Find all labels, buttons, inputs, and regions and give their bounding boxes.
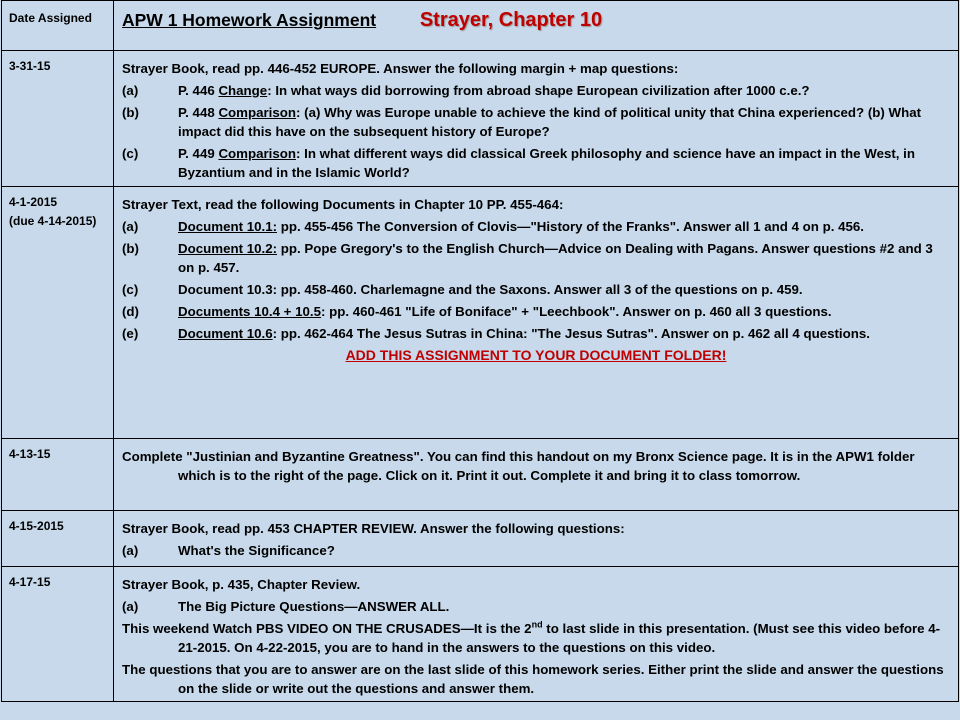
document-link[interactable]: Documents 10.4 + 10.5 bbox=[178, 304, 322, 319]
date-header-label: Date Assigned bbox=[9, 11, 92, 25]
row-content bbox=[114, 187, 959, 439]
item-text: : In what different ways did classical Greek philosophy and science have an impact in the West, in Byzantium and in the Islamic World? bbox=[178, 146, 915, 180]
list-item bbox=[122, 103, 950, 141]
item-label: (a) bbox=[122, 83, 139, 98]
item-keyword: Comparison bbox=[218, 105, 297, 120]
date-value: 3-31-15 bbox=[9, 59, 51, 73]
header-row bbox=[2, 1, 959, 51]
item-text: : pp. 460-461 "Life of Boniface" + "Leechbook". Answer on p. 460 all 3 questions. bbox=[321, 304, 832, 319]
item-prefix: P. 449 bbox=[178, 146, 219, 161]
table-row bbox=[2, 187, 959, 439]
list-item bbox=[122, 81, 950, 100]
date-value: 4-1-2015 bbox=[9, 195, 58, 209]
document-link[interactable]: Document 10.2: bbox=[178, 241, 278, 256]
document-link[interactable]: Document 10.6 bbox=[178, 326, 273, 341]
row-content bbox=[114, 439, 959, 511]
item-text: The Big Picture Questions—ANSWER ALL. bbox=[178, 599, 450, 614]
table-row bbox=[2, 439, 959, 511]
ordinal-suffix: nd bbox=[531, 619, 543, 630]
item-label: (b) bbox=[122, 105, 139, 120]
table-row bbox=[2, 51, 959, 187]
questions-instructions: The questions that you are to answer are on the last slide of this homework series. Either print the slide and answer the questions on the slide or write out the questions and answer them. bbox=[122, 662, 944, 696]
homework-table bbox=[1, 0, 959, 702]
item-label: (c) bbox=[122, 146, 139, 161]
item-label: (c) bbox=[122, 282, 139, 297]
item-text: pp. Pope Gregory's to the English Church—Advice on Dealing with Pagans. Answer questions #2 and 3 on p. 457. bbox=[178, 241, 933, 275]
video-instructions bbox=[122, 619, 950, 657]
table-row bbox=[2, 511, 959, 567]
row-intro: Strayer Text, read the following Documents in Chapter 10 PP. 455-464: bbox=[122, 197, 564, 212]
item-label: (a) bbox=[122, 599, 139, 614]
item-label: (a) bbox=[122, 543, 139, 558]
list-item bbox=[122, 324, 950, 343]
list-item bbox=[122, 280, 950, 299]
document-link[interactable]: Document 10.1: bbox=[178, 219, 278, 234]
list-item bbox=[122, 541, 950, 560]
row-date bbox=[2, 511, 114, 567]
item-text: : pp. 462-464 The Jesus Sutras in China: "The Jesus Sutras". Answer on p. 462 all 4 questions. bbox=[272, 326, 870, 341]
video-text-cont: to last slide in this presentation. (Must see this video before 4-21-2015. On 4-22-2015, you are to hand in the answers to the questions on this video. bbox=[178, 621, 941, 655]
list-item bbox=[122, 144, 950, 182]
title-cell bbox=[114, 1, 959, 51]
row-content bbox=[114, 51, 959, 187]
list-item bbox=[122, 239, 950, 277]
item-prefix: P. 448 bbox=[178, 105, 219, 120]
item-prefix: P. 446 bbox=[178, 83, 219, 98]
callout-text: ADD THIS ASSIGNMENT TO YOUR DOCUMENT FOLDER! bbox=[345, 347, 727, 363]
item-keyword: Change bbox=[218, 83, 268, 98]
list-item bbox=[122, 217, 950, 236]
chapter-title: Strayer, Chapter 10 bbox=[419, 9, 603, 31]
row-intro: Strayer Book, p. 435, Chapter Review. bbox=[122, 577, 361, 592]
video-text: This weekend Watch PBS VIDEO ON THE CRUSADES—It is the 2 bbox=[122, 621, 532, 636]
row-date bbox=[2, 187, 114, 439]
date-value: 4-15-2015 bbox=[9, 519, 64, 533]
item-label: (b) bbox=[122, 241, 139, 256]
row-intro: Strayer Book, read pp. 446-452 EUROPE. Answer the following margin + map questions: bbox=[122, 61, 679, 76]
item-keyword: Comparison bbox=[218, 146, 297, 161]
item-text: What's the Significance? bbox=[178, 543, 335, 558]
date-header bbox=[2, 1, 114, 51]
item-text: : (a) Why was Europe unable to achieve the kind of political unity that China experienced? (b) What impact did this have on the subsequent history of Europe? bbox=[178, 105, 922, 139]
list-item bbox=[122, 597, 950, 616]
row-date bbox=[2, 567, 114, 702]
date-value: 4-17-15 bbox=[9, 575, 51, 589]
row-content bbox=[114, 511, 959, 567]
due-note: (due 4-14-2015) bbox=[9, 214, 97, 228]
row-date bbox=[2, 439, 114, 511]
assignment-title: APW 1 Homework Assignment bbox=[122, 10, 377, 30]
table-row bbox=[2, 567, 959, 702]
row-date bbox=[2, 51, 114, 187]
row-intro: Strayer Book, read pp. 453 CHAPTER REVIEW. Answer the following questions: bbox=[122, 521, 625, 536]
list-item bbox=[122, 302, 950, 321]
row-text: Complete "Justinian and Byzantine Greatness". You can find this handout on my Bronx Science page. It is in the APW1 folder which is to the right of the page. Click on it. Print it out. Complete it and bring it to class tomorrow. bbox=[122, 449, 915, 483]
item-label: (d) bbox=[122, 304, 139, 319]
item-label: (a) bbox=[122, 219, 139, 234]
item-label: (e) bbox=[122, 326, 139, 341]
row-content bbox=[114, 567, 959, 702]
date-value: 4-13-15 bbox=[9, 447, 51, 461]
item-text: Document 10.3: pp. 458-460. Charlemagne and the Saxons. Answer all 3 of the questions on p. 459. bbox=[178, 282, 803, 297]
item-text: pp. 455-456 The Conversion of Clovis—"History of the Franks". Answer all 1 and 4 on p. 456. bbox=[277, 219, 865, 234]
item-text: : In what ways did borrowing from abroad shape European civilization after 1000 c.e.? bbox=[267, 83, 810, 98]
